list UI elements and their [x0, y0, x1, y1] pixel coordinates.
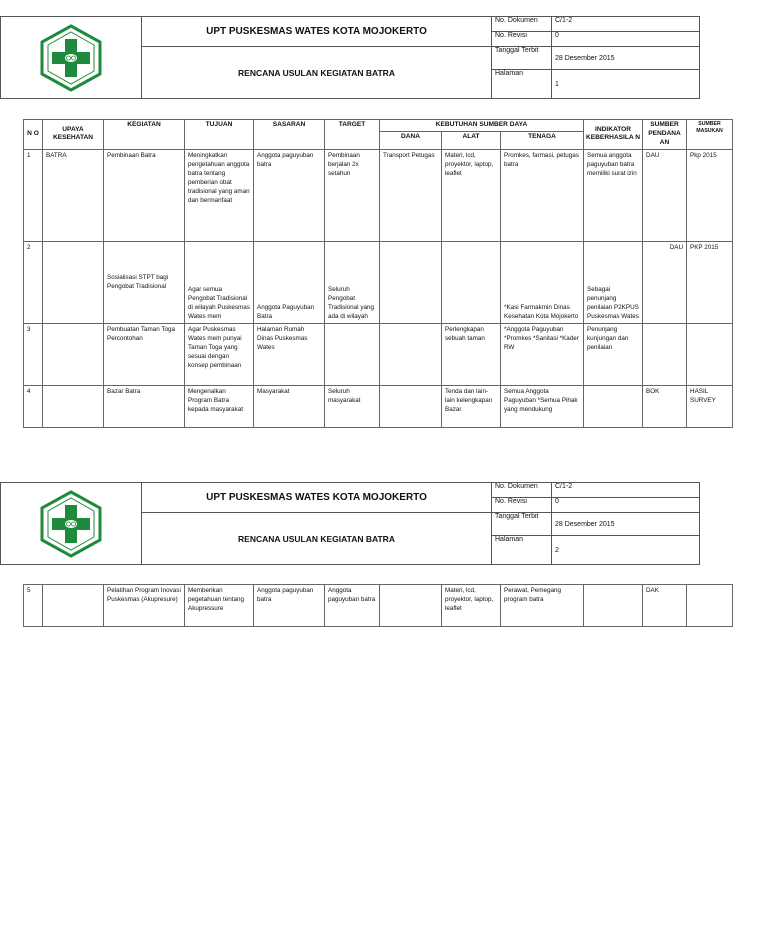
meta-value: 1 — [552, 70, 700, 99]
col-header-upaya: UPAYA KESEHATAN — [43, 120, 104, 150]
meta-value: C/1-2 — [552, 17, 700, 32]
meta-label: No. Revisi — [492, 498, 552, 513]
col-header-kegiatan: KEGIATAN — [104, 120, 185, 150]
cell-sasaran: Anggota paguyuban batra — [254, 585, 325, 627]
cell-tujuan: Meningkatkan pengetahuan anggota batra tentang pemberian obat tradisional yang aman dan bermanfaat — [185, 149, 254, 241]
cell-upaya — [43, 585, 104, 627]
document-header-page-2 — [0, 482, 700, 565]
cell-upaya — [43, 385, 104, 427]
cell-sasaran: Anggota Paguyuban Batra — [254, 241, 325, 323]
cell-alat: Materi, lcd, proyektor, laptop, leaflet — [442, 149, 501, 241]
cell-sumber-masukan: HASIL SURVEY — [687, 385, 733, 427]
cell-dana — [380, 323, 442, 385]
cell-no: 1 — [24, 149, 43, 241]
cell-alat: Materi, lcd, proyektor, laptop, leaflet — [442, 585, 501, 627]
col-header-alat: ALAT — [442, 131, 501, 149]
cell-upaya — [43, 323, 104, 385]
cell-dana — [380, 585, 442, 627]
table-row — [24, 149, 733, 241]
col-header-tenaga: TENAGA — [501, 131, 584, 149]
cell-no: 2 — [24, 241, 43, 323]
cell-sumber-masukan: Pkp 2015 — [687, 149, 733, 241]
col-header-no: N O — [24, 120, 43, 150]
cell-sasaran: Halaman Rumah Dinas Puskesmas Wates — [254, 323, 325, 385]
cell-sasaran: Masyarakat — [254, 385, 325, 427]
header-title: UPT PUSKESMAS WATES KOTA MOJOKERTO — [142, 483, 492, 513]
cell-alat: Perlengkapan sebuah taman — [442, 323, 501, 385]
cell-dana: Transport Petugas — [380, 149, 442, 241]
cell-kegiatan: Bazar Batra — [104, 385, 185, 427]
cell-tenaga: Perawat, Pemegang program batra — [501, 585, 584, 627]
meta-label: No. Dokumen — [492, 483, 552, 498]
meta-label: Tanggal Terbit — [492, 47, 552, 70]
puskesmas-logo — [37, 490, 105, 558]
puskesmas-logo — [37, 24, 105, 92]
header-subtitle: RENCANA USULAN KEGIATAN BATRA — [142, 513, 492, 565]
cell-no: 4 — [24, 385, 43, 427]
cell-alat: Tenda dan lain-lain kelengkapan Bazar — [442, 385, 501, 427]
meta-value: 0 — [552, 32, 700, 47]
cell-indikator: Penunjang kunjungan dan penilaian — [584, 323, 643, 385]
cell-sumber-masukan — [687, 585, 733, 627]
cell-dana — [380, 385, 442, 427]
cell-tujuan: Agar semua Pengobat Tradisional di wilayah Puskesmas Wates mem — [185, 241, 254, 323]
meta-label: Halaman — [492, 536, 552, 565]
cell-tujuan: Agar Puskesmas Wates mem punyai Taman Toga yang sesuai dengan konsep pembinaan — [185, 323, 254, 385]
cell-indikator — [584, 385, 643, 427]
activity-plan-table — [23, 119, 733, 428]
col-header-target: TARGET — [325, 120, 380, 150]
col-header-sasaran: SASARAN — [254, 120, 325, 150]
cell-sumber-pendanaan: DAU — [643, 241, 687, 323]
cell-sasaran: Anggota paguyuban batra — [254, 149, 325, 241]
cell-tujuan: Memberikan pegetahuan tentang Akupressure — [185, 585, 254, 627]
meta-value: 0 — [552, 498, 700, 513]
cell-kegiatan: Pelatihan Program Inovasi Puskesmas (Akupresure) — [104, 585, 185, 627]
cell-alat — [442, 241, 501, 323]
document-header — [0, 16, 700, 99]
cell-target: Seluruh masyarakat — [325, 385, 380, 427]
cell-tujuan: Mengenalkan Program Batra kepada masyarakat — [185, 385, 254, 427]
meta-label: No. Revisi — [492, 32, 552, 47]
meta-value: 28 Desember 2015 — [552, 513, 700, 536]
cell-sumber-pendanaan: DAK — [643, 585, 687, 627]
col-header-indikator: INDIKATOR KEBERHASILA N — [584, 120, 643, 150]
cell-sumber-pendanaan: BOK — [643, 385, 687, 427]
table-row — [24, 241, 733, 323]
meta-value: C/1-2 — [552, 483, 700, 498]
cell-sumber-masukan: PKP 2015 — [687, 241, 733, 323]
col-header-tujuan: TUJUAN — [185, 120, 254, 150]
cell-tenaga: *Anggota Paguyuban *Promkes *Sanitasi *Kader RW — [501, 323, 584, 385]
header-title: UPT PUSKESMAS WATES KOTA MOJOKERTO — [142, 17, 492, 47]
cell-kegiatan: Sosialisasi STPT bagi Pengobat Tradisional — [104, 241, 185, 323]
cell-dana — [380, 241, 442, 323]
cell-target: Seluruh Pengobat Tradisional yang ada di wilayah — [325, 241, 380, 323]
cell-sumber-pendanaan: DAU — [643, 149, 687, 241]
cell-upaya: BATRA — [43, 149, 104, 241]
col-header-sumber-pendanaan: SUMBER PENDANA AN — [643, 120, 687, 150]
cell-sumber-masukan — [687, 323, 733, 385]
logo-cell — [1, 483, 142, 565]
meta-label: Halaman — [492, 70, 552, 99]
meta-value: 28 Desember 2015 — [552, 47, 700, 70]
cell-tenaga: Promkes, farmasi, petugas batra — [501, 149, 584, 241]
cell-no: 3 — [24, 323, 43, 385]
activity-plan-table-page-2 — [23, 584, 733, 627]
header-subtitle: RENCANA USULAN KEGIATAN BATRA — [142, 47, 492, 99]
cell-tenaga: *Kasi Farmakmin Dinas Kesehatan Kota Mojokerto — [501, 241, 584, 323]
cell-indikator: Sebagai penunjang penilaian P2KPUS Puskesmas Wates — [584, 241, 643, 323]
col-header-sumber-masukan: SUMBER MASUKAN — [687, 120, 733, 150]
cell-tenaga: Semua Anggota Paguyuban *Semua Pihak yang mendukung — [501, 385, 584, 427]
cell-target: Pembinaan berjalan 2x setahun — [325, 149, 380, 241]
meta-label: No. Dokumen — [492, 17, 552, 32]
meta-value: 2 — [552, 536, 700, 565]
col-header-dana: DANA — [380, 131, 442, 149]
cell-kegiatan: Pembinaan Batra — [104, 149, 185, 241]
logo-cell — [1, 17, 142, 99]
cell-upaya — [43, 241, 104, 323]
cell-indikator — [584, 585, 643, 627]
table-row — [24, 385, 733, 427]
cell-kegiatan: Pembuatan Taman Toga Percontohan — [104, 323, 185, 385]
cell-sumber-pendanaan — [643, 323, 687, 385]
cell-target: Anggota paguyuban batra — [325, 585, 380, 627]
cell-no: 5 — [24, 585, 43, 627]
cell-indikator: Semua anggota paguyuban batra memiliki surat izin — [584, 149, 643, 241]
meta-label: Tanggal Terbit — [492, 513, 552, 536]
table-row — [24, 585, 733, 627]
table-row — [24, 323, 733, 385]
cell-target — [325, 323, 380, 385]
col-header-kebutuhan: KEBUTUHAN SUMBER DAYA — [380, 120, 584, 132]
